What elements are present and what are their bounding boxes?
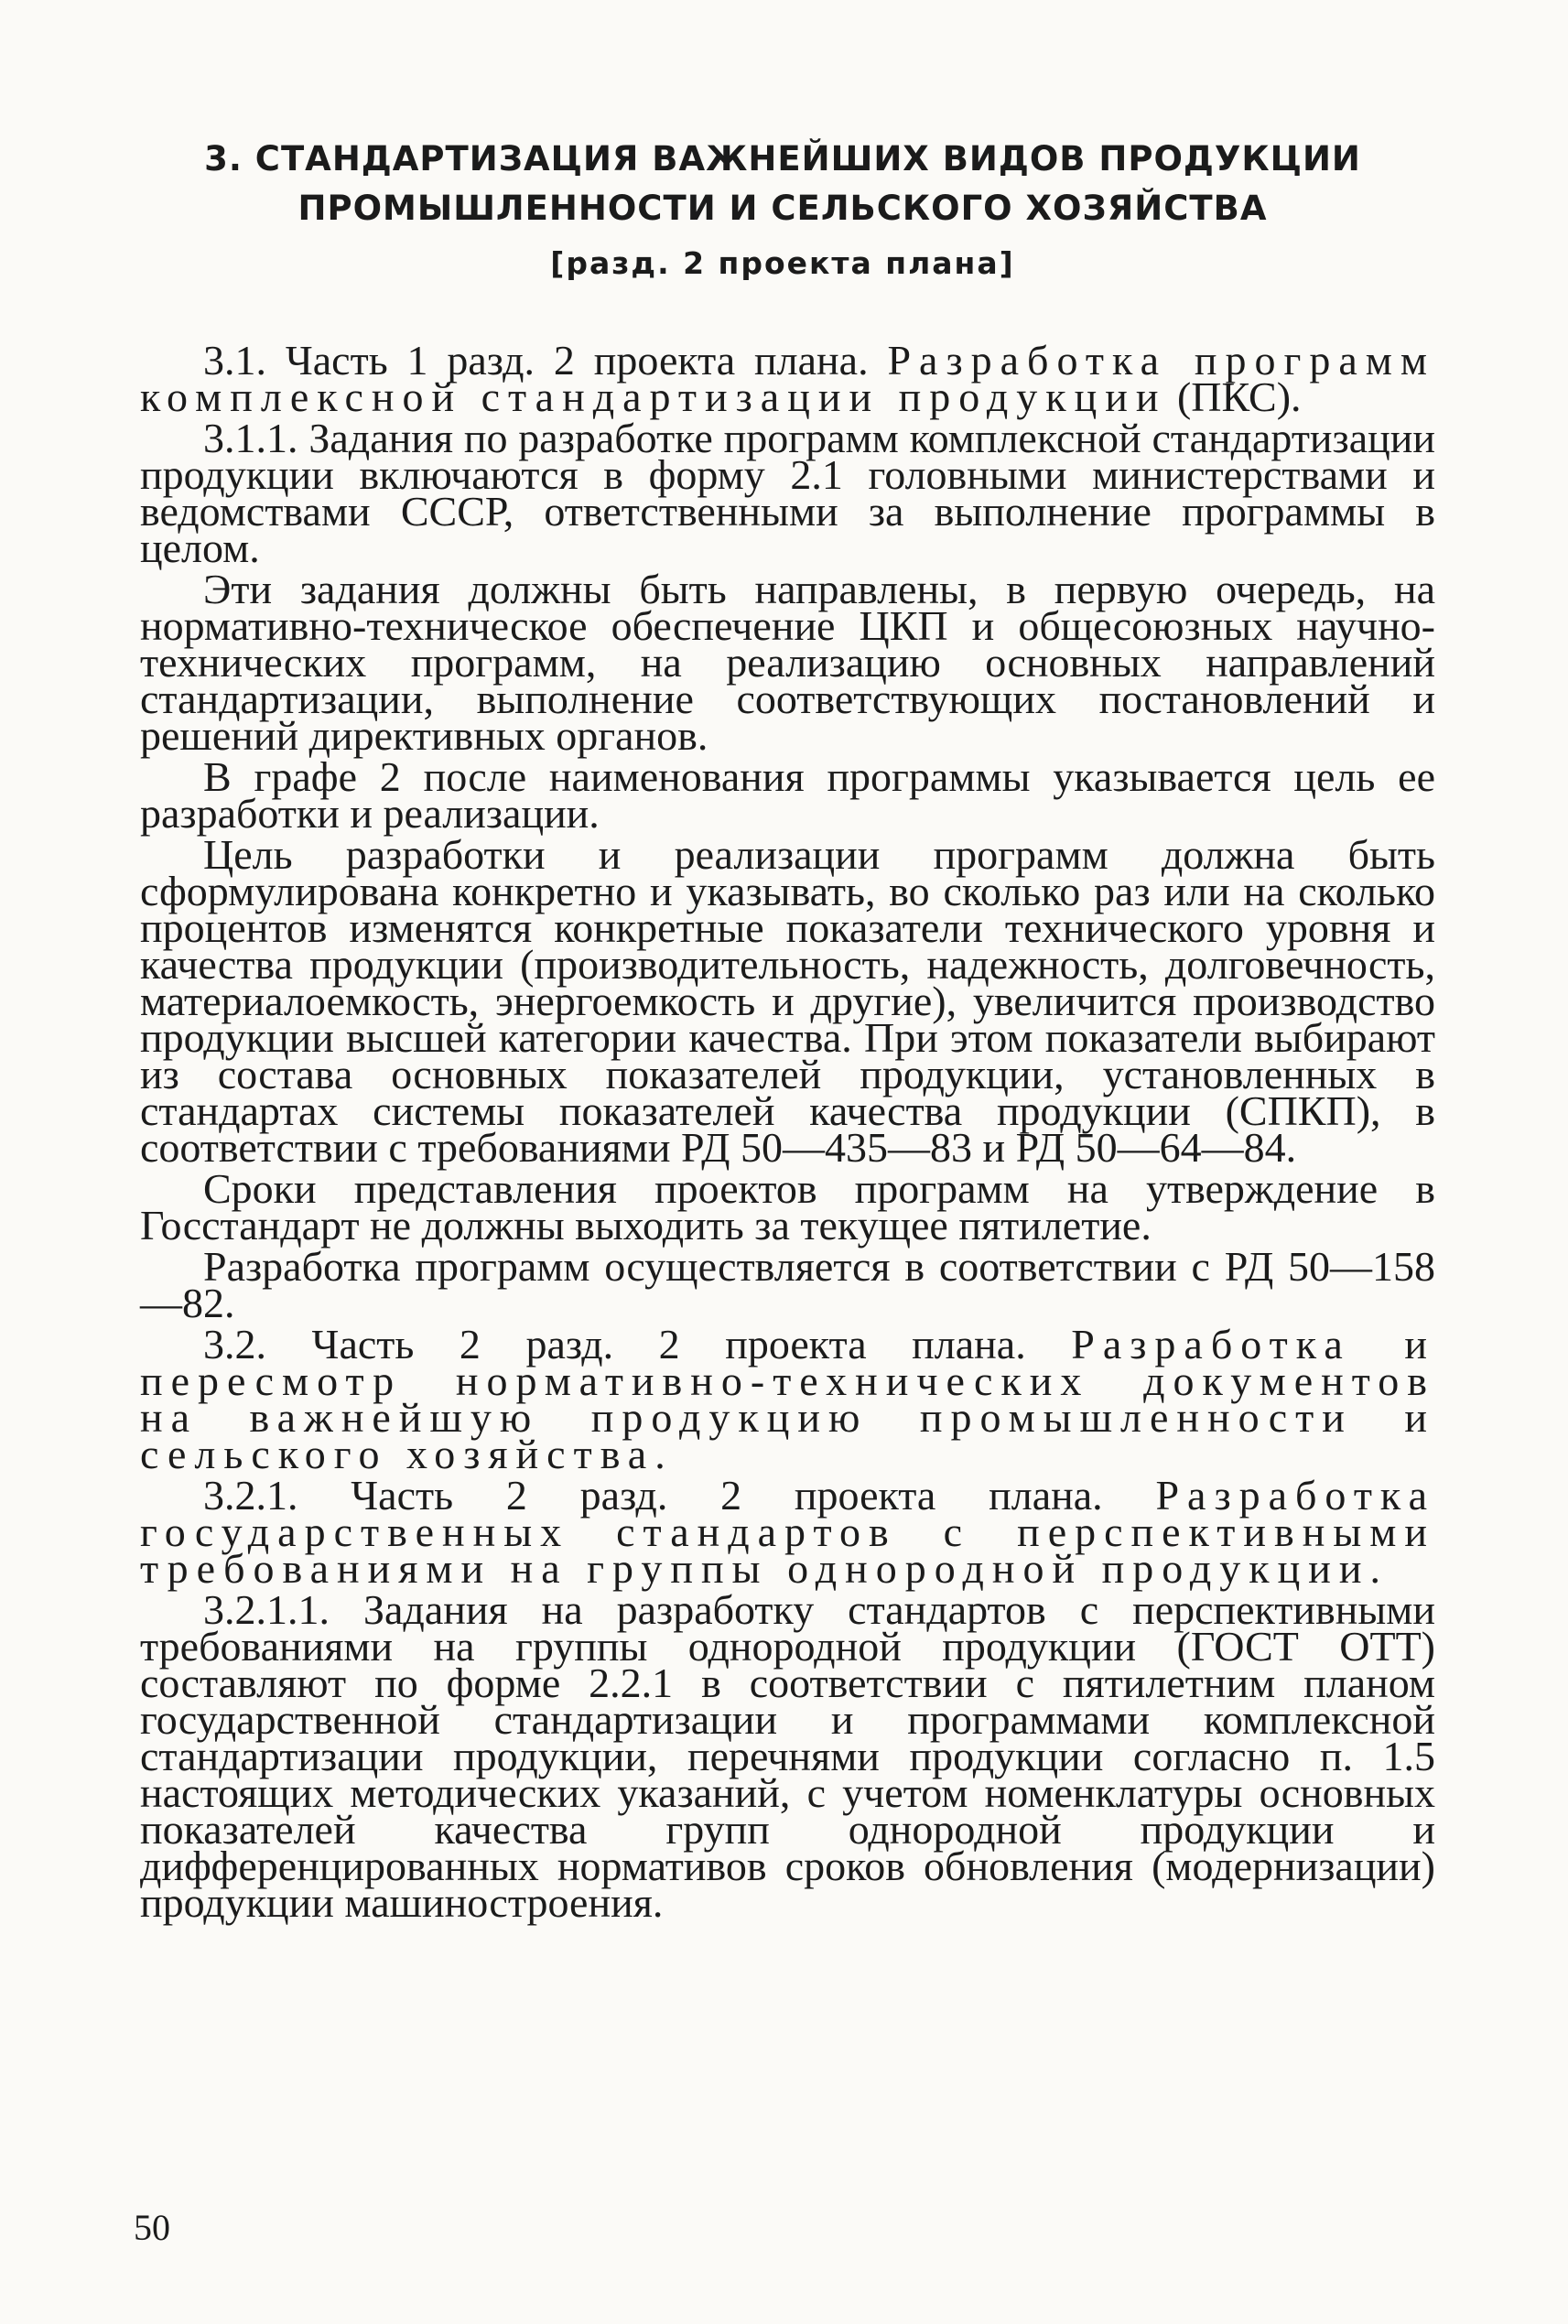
paragraph-development (140, 1243, 1435, 1326)
paragraph-goal (140, 831, 1435, 1171)
paragraph-text: 3.2.1. Часть 2 разд. 2 проекта плана. (203, 1472, 1156, 1519)
paragraph-3-1-1 (140, 415, 1435, 571)
section-title-line-2: ПРОМЫШЛЕННОСТИ И СЕЛЬСКОГО ХОЗЯЙСТВА (297, 189, 1268, 228)
section-title-line-1: 3. СТАНДАРТИЗАЦИЯ ВАЖНЕЙШИХ ВИДОВ ПРОДУКЦИИ (204, 139, 1361, 178)
paragraph-tail: (ПКС). (1166, 373, 1302, 420)
page-number: 50 (134, 2207, 170, 2248)
paragraph-text: 3.1. Часть 1 разд. 2 проекта плана. (203, 337, 888, 384)
paragraph-text: Цель разработки и реализации программ должна быть сформулирована конкретно и указывать, во сколько раз или на сколько процентов изменятся конкретные показатели технического уровня и качества продукции (производительность, надежность, долговечность, материалоемкость, энергоемкость и другие), увеличится производство продукции высшей категории качества. При этом показатели выбирают из состава основных показателей продукции, установленных в стандартах системы показателей качества продукции (СПКП), в соответствии с требованиями РД 50—435—83 и РД 50—64—84. (140, 831, 1435, 1171)
paragraph-tail: . (654, 1431, 665, 1477)
paragraph-text: В графе 2 после наименования программы указывается цель ее разработки и реализации. (140, 753, 1435, 837)
paragraph-text: 3.1.1. Задания по разработке программ комплексной стандартизации продукции включаются в форму 2.1 головными министерствами и ведомствами СССР, ответственными за выполнение программы в целом. (140, 415, 1435, 571)
paragraph-text: 3.2. Часть 2 разд. 2 проекта плана. (203, 1321, 1072, 1367)
paragraph-emphasis: Разработка и пересмотр нормативно-технических документов на важнейшую продукцию промышленности и сельского хозяйства (140, 1321, 1435, 1477)
body-text (140, 337, 1435, 1926)
paragraph-3-2 (140, 1321, 1435, 1477)
paragraph-3-2-1-1 (140, 1586, 1435, 1926)
paragraph-emphasis: Разработка государственных стандартов с перспективными требованиями на группы однородной продукции (140, 1472, 1435, 1592)
paragraph-text: 3.2.1.1. Задания на разработку стандартов с перспективными требованиями на группы однородной продукции (ГОСТ ОТТ) составляют по форме 2.2.1 в соответствии с пятилетним планом государственной стандартизации и программами комплексной стандартизации продукции, перечнями продукции согласно п. 1.5 настоящих методических указаний, с учетом номенклатуры основных показателей качества групп однородной продукции и дифференцированных нормативов сроков обновления (модернизации) продукции машиностроения. (140, 1586, 1435, 1926)
section-subtitle: [разд. 2 проекта плана] (550, 245, 1015, 281)
paragraph-emphasis: Разработка программ комплексной стандартизации продукции (140, 337, 1435, 420)
paragraph-tail: . (1369, 1545, 1380, 1592)
paragraph-3-1 (140, 337, 1435, 420)
paragraph-column-2 (140, 753, 1435, 837)
paragraph-tasks-direction (140, 566, 1435, 759)
paragraph-text: Эти задания должны быть направлены, в первую очередь, на нормативно-техническое обеспечение ЦКП и общесоюзных научно-технических программ, на реализацию основных направлений стандартизации, выполнение соответствующих постановлений и решений директивных органов. (140, 566, 1435, 759)
paragraph-deadlines (140, 1165, 1435, 1248)
paragraph-text: Сроки представления проектов программ на утверждение в Госстандарт не должны выходить за текущее пятилетие. (140, 1165, 1435, 1248)
paragraph-text: Разработка программ осуществляется в соответствии с РД 50—158—82. (140, 1243, 1435, 1326)
paragraph-3-2-1 (140, 1472, 1435, 1592)
